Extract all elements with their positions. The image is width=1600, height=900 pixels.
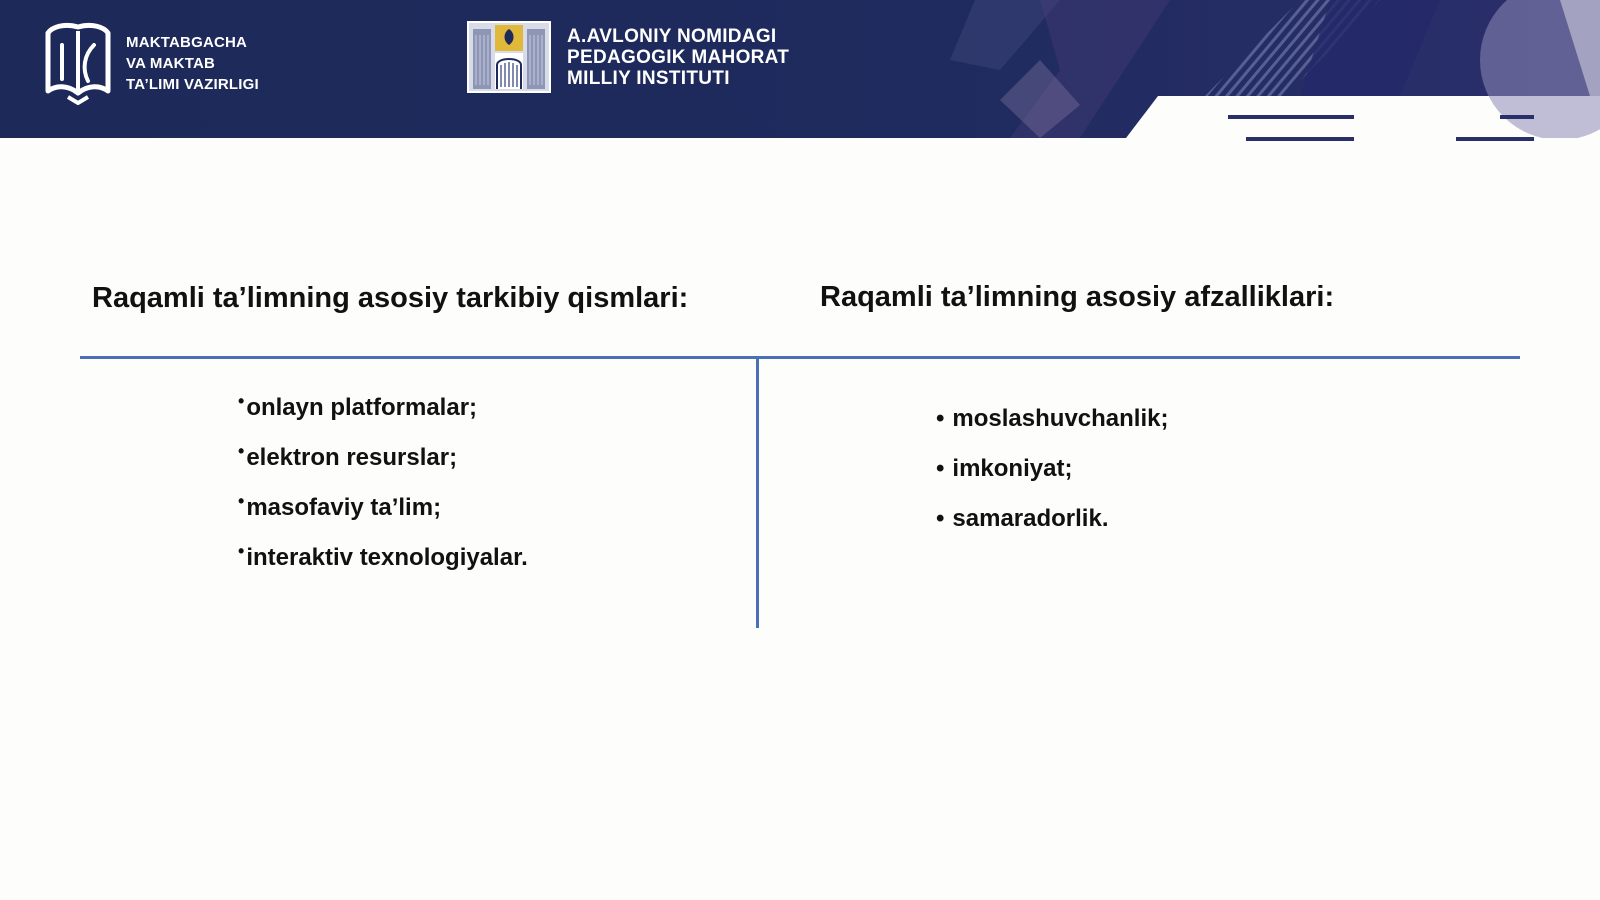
header-banner bbox=[0, 0, 1600, 138]
decorative-lines bbox=[0, 0, 1600, 145]
advantages-list bbox=[936, 404, 1168, 554]
list-item: • samaradorlik. bbox=[936, 505, 1109, 532]
institute-line-3: MILLIY INSTITUTI bbox=[567, 67, 730, 89]
right-column-title: Raqamli ta’limning asosiy afzalliklari: bbox=[820, 281, 1335, 313]
list-item: •elektron resurslar; bbox=[238, 441, 458, 471]
institute-line-2: PEDAGOGIK MAHORAT bbox=[567, 46, 790, 68]
horizontal-divider bbox=[80, 356, 1520, 359]
left-column-title: Raqamli ta’limning asosiy tarkibiy qismlari: bbox=[92, 282, 689, 314]
ministry-line-3: TA’LIMI VAZIRLIGI bbox=[126, 75, 259, 93]
vertical-divider bbox=[756, 358, 759, 628]
list-item: • imkoniyat; bbox=[936, 455, 1073, 482]
ministry-line-1: MAKTABGACHA bbox=[126, 33, 248, 51]
list-item: •onlayn platformalar; bbox=[238, 391, 478, 421]
ministry-line-2: VA MAKTAB bbox=[126, 54, 216, 72]
list-item: • moslashuvchanlik; bbox=[936, 405, 1169, 432]
list-item: •masofaviy ta’lim; bbox=[238, 491, 442, 521]
list-item: •interaktiv texnologiyalar. bbox=[238, 541, 528, 571]
institute-line-1: A.AVLONIY NOMIDAGI bbox=[567, 25, 777, 47]
components-list bbox=[238, 386, 528, 586]
